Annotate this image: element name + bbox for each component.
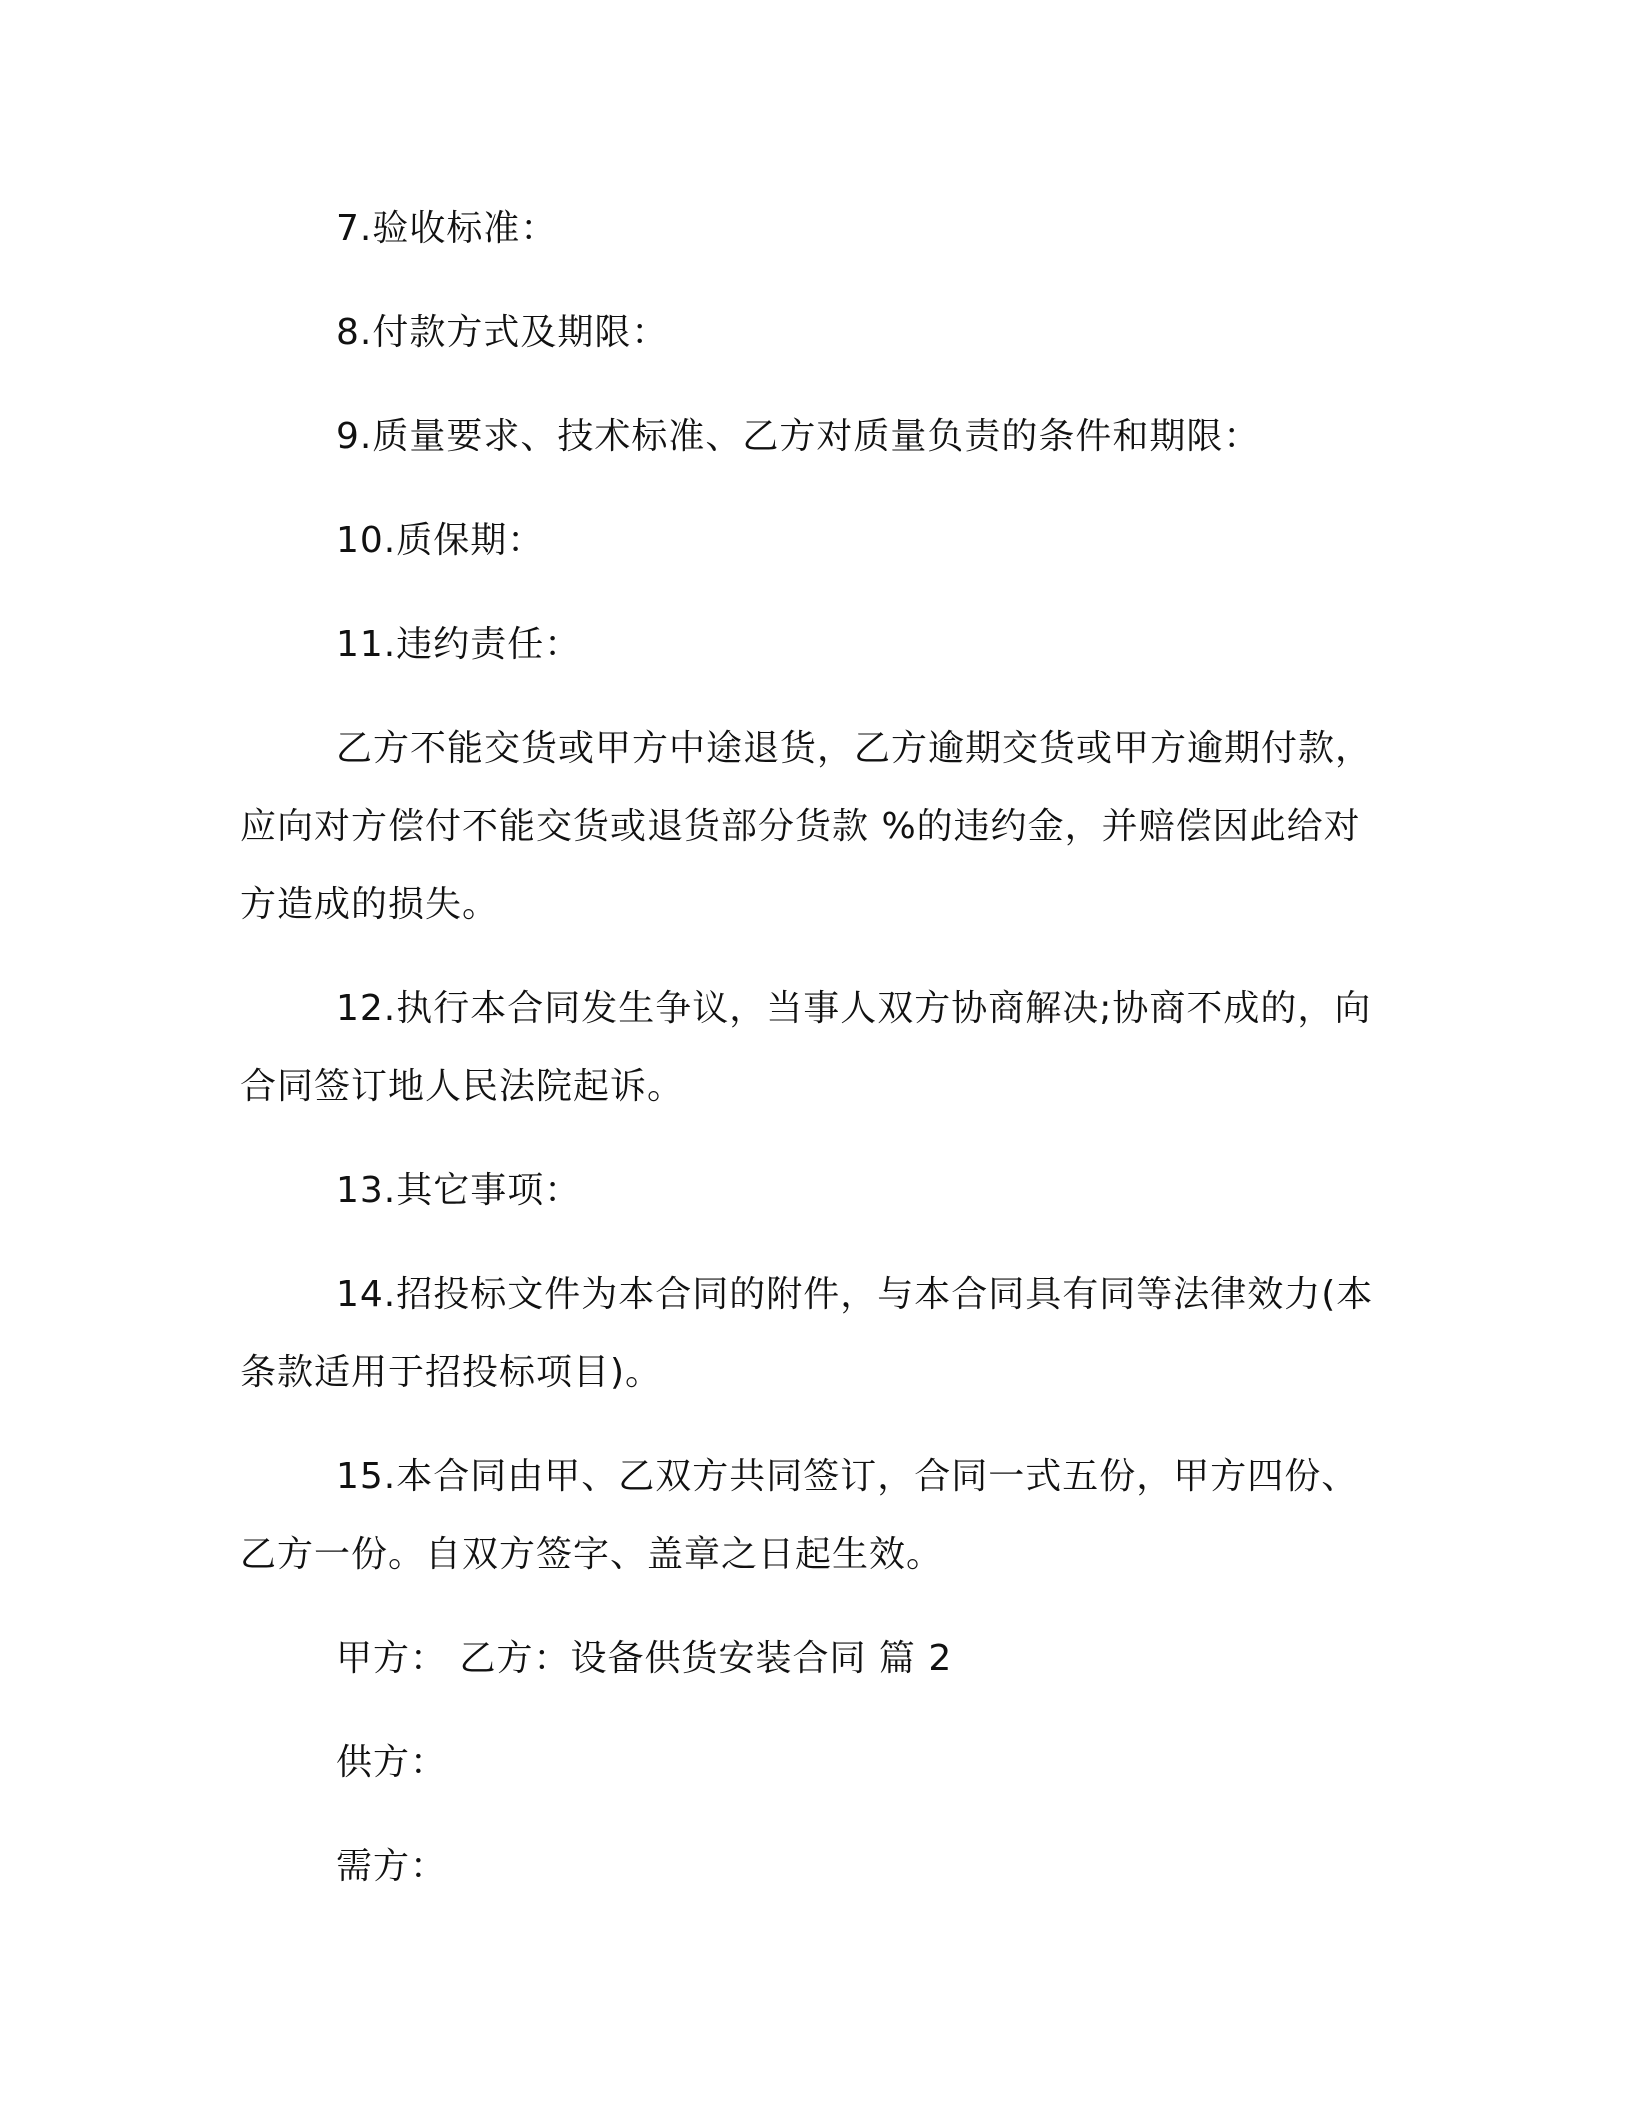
document-body (240, 190, 1380, 1932)
clause-warranty-period: 10.质保期： (336, 520, 545, 561)
clause-signing-effect: 15.本合同由甲、乙双方共同签订，合同一式五份，甲方四份、乙方一份。自双方签字、盖章之日起生效。 (240, 1456, 1359, 1575)
clause-tender-documents: 14.招投标文件为本合同的附件，与本合同具有同等法律效力(本条款适用于招投标项目)。 (240, 1274, 1374, 1393)
breach-liability-text: 乙方不能交货或甲方中途退货，乙方逾期交货或甲方逾期付款，应向对方偿付不能交货或退货部分货款 %的违约金，并赔偿因此给对方造成的损失。 (240, 728, 1373, 925)
buyer-label: 需方： (336, 1846, 448, 1887)
supplier-label: 供方： (336, 1742, 448, 1783)
parties-and-section-title: 甲方： 乙方：设备供货安装合同 篇 2 (336, 1638, 953, 1679)
clause-other-matters: 13.其它事项： (336, 1170, 582, 1211)
clause-breach-liability: 11.违约责任： (336, 624, 582, 665)
clause-acceptance-standard: 7.验收标准： (336, 208, 558, 249)
clause-dispute-resolution: 12.执行本合同发生争议，当事人双方协商解决;协商不成的，向合同签订地人民法院起诉。 (240, 988, 1372, 1107)
clause-quality-requirements: 9.质量要求、技术标准、乙方对质量负责的条件和期限： (336, 416, 1261, 457)
clause-payment-method: 8.付款方式及期限： (336, 312, 669, 353)
